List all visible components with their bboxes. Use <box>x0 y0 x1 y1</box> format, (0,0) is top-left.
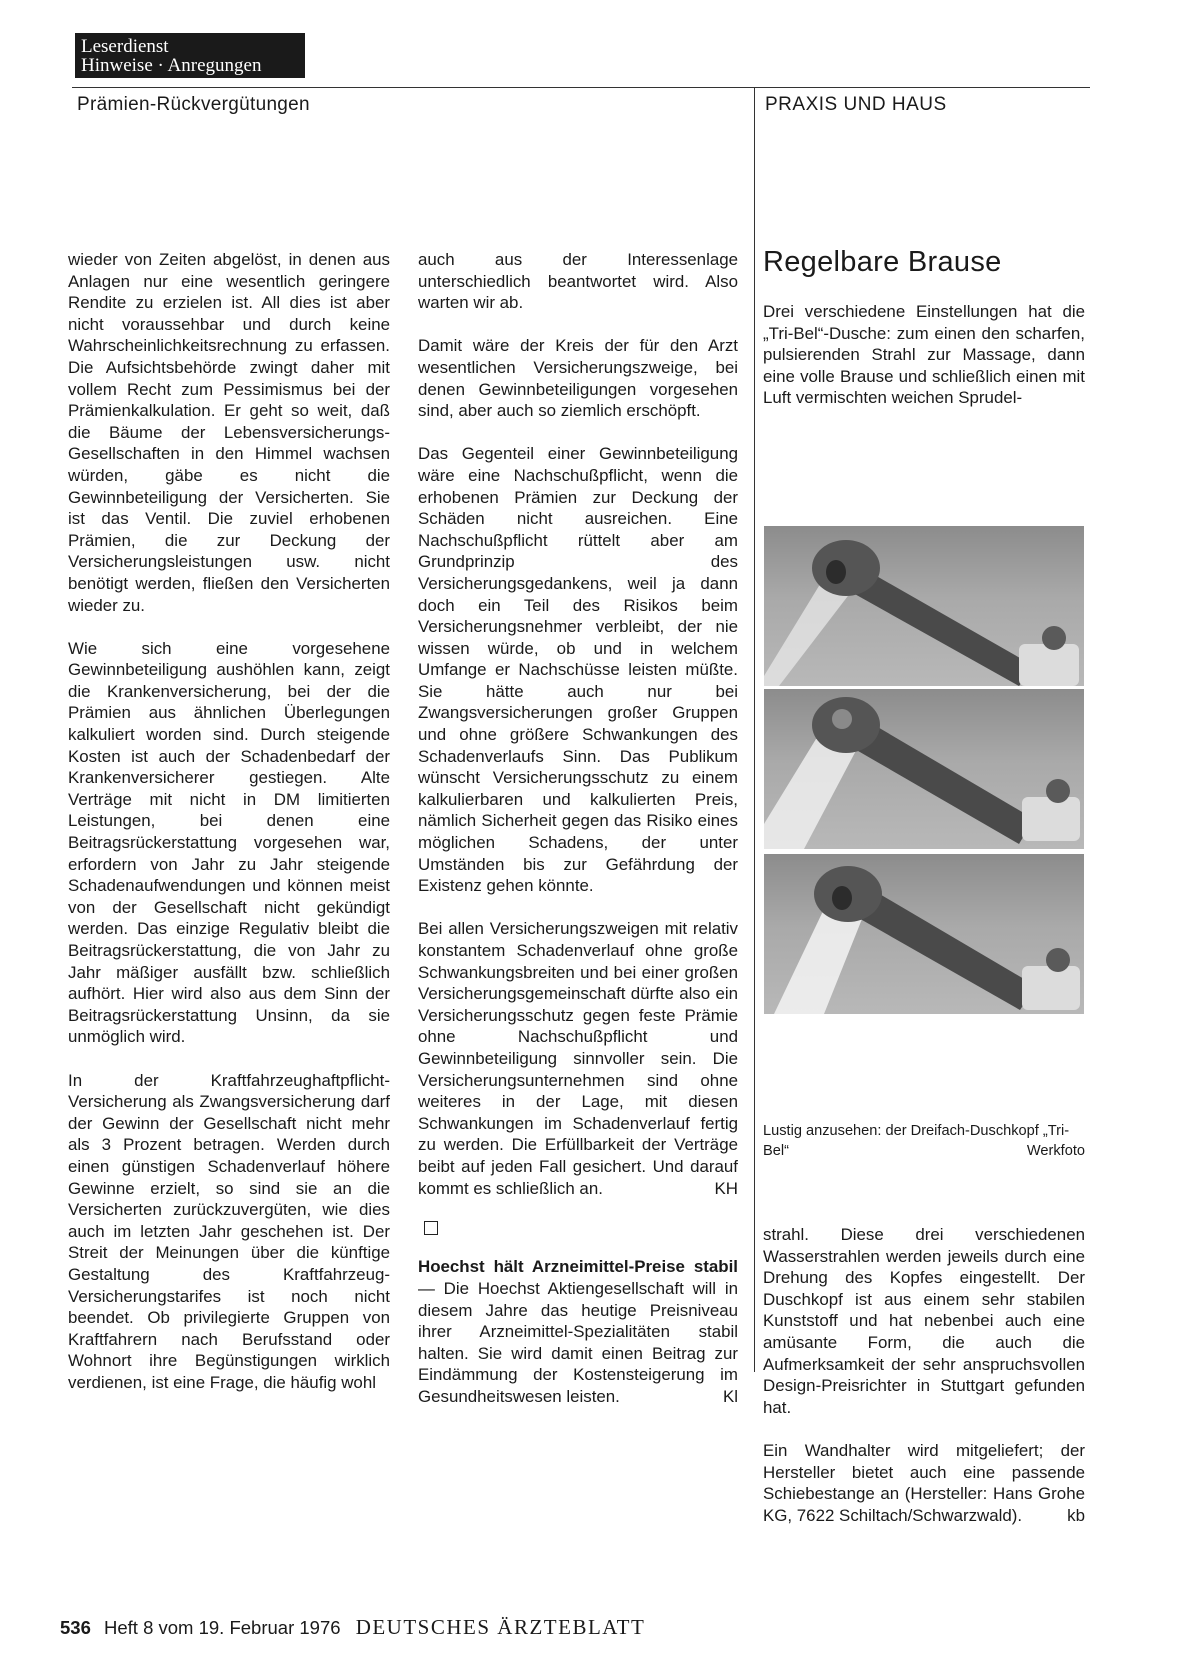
page-number: 536 <box>60 1617 91 1638</box>
caption-text: Lustig anzusehen: der Dreifach-Duschkopf „Tri-Bel“ <box>763 1123 1070 1159</box>
notice-body: — Die Hoechst Aktiengesellschaft will in diesem Jahre das heutige Preisniveau ihrer Arzneimittel-Spezialitäten stabil halten. Sie wird damit einen Beitrag zur Eindämmung der Kostensteigerung im Gesundheitswesen leisten. <box>418 1278 738 1406</box>
paragraph: auch aus der Interessenlage unterschiedlich beantwortet wird. Also warten wir ab. <box>418 250 738 313</box>
shower-photo-2 <box>764 689 1084 849</box>
photo-credit: Werkfoto <box>1026 1143 1085 1159</box>
paragraph <box>418 918 738 1199</box>
paragraph: In der Kraftfahrzeughaftpflicht-Versicherung als Zwangsversicherung darf der Gewinn der Gesellschaft nicht mehr als 3 Prozent betragen. Werden durch einen günstigen Schadenverlauf höhere Gewinne erzielt, so sind sie an die Versicherten zurückzuvergüten, wie dies auch im letzten Jahr geschehen ist. Der Streit der Meinungen über die künftige Gestaltung des Kraftfahrzeug-Versicherungstarifes ist noch nicht beendet. Ob privilegierte Gruppen von Kraftfahrern nach Berufsstand oder Wohnort ihre Begünstigungen wirklich verdienen, ist eine Frage, die häufig wohl <box>68 1070 390 1392</box>
column-divider <box>754 87 755 1372</box>
article-column-2 <box>418 249 738 1407</box>
shower-head-illustration <box>764 854 1084 1014</box>
article-heading: Regelbare Brause <box>763 246 1002 278</box>
paragraph: strahl. Diese drei verschiedenen Wasserstrahlen werden jeweils durch eine Drehung des Kopfes eingestellt. Der Duschkopf ist aus einem sehr stabilen Kunststoff und hat nebenbei auch eine amüsante Form, die auch die Aufmerksamkeit der sehr anspruchsvollen Design-Preisrichter in Stuttgart gefunden hat. <box>763 1225 1085 1417</box>
article-column-3-bottom <box>763 1224 1085 1526</box>
notice-lead: Hoechst hält Arzneimittel-Preise stabil <box>418 1257 738 1277</box>
section-title-right: PRAXIS UND HAUS <box>765 94 947 115</box>
article-column-1 <box>68 249 390 1393</box>
paragraph-text: Bei allen Versicherungszweigen mit relativ konstantem Schadenverlauf ohne große Schwankungsbreiten und bei einer großen Versicherungsgemeinschaft dürfte also ein Versicherungsschutz gegen feste Prämie ohne Nachschußpflicht und Gewinnbeteiligung sinnvoller sein. Die Versicherungsunternehmen sind ohne weiteres in der Lage, mit diesen Schwankungen im Schadenverlauf fertig zu werden. Die Erfüllbarkeit der Verträge beibt auf jeden Fall gesichert. Und darauf kommt es schließlich an. <box>418 919 738 1198</box>
shower-photo-1 <box>764 526 1084 686</box>
paragraph <box>763 1440 1085 1526</box>
author-signature: KH <box>714 1178 738 1198</box>
issue-info: Heft 8 vom 19. Februar 1976 <box>104 1617 341 1638</box>
page-footer <box>60 1615 645 1640</box>
shower-head-illustration <box>764 689 1084 849</box>
journal-name: DEUTSCHES ÄRZTEBLATT <box>355 1615 646 1639</box>
shower-head-illustration <box>764 526 1084 686</box>
paragraph: Wie sich eine vorgesehene Gewinnbeteiligung aushöhlen kann, zeigt die Krankenversicherung, bei der die Prämien aus ähnlichen Überlegungen kalkuliert worden sind. Durch steigende Kosten ist auch der Schadenbedarf der Krankenversicherer gestiegen. Alte Verträge mit nicht in DM limitierten Leistungen, bei denen eine Beitragsrückerstattung vorgesehen war, erfordern von Jahr zu Jahr steigende Schadenaufwendungen und können meist von der Gesellschaft nicht gekündigt werden. Das einzige Regulativ bleibt die Beitragsrückerstattung, die von Jahr zu Jahr mäßiger ausfällt bzw. schließlich aufhört. Hier wird also aus dem Sinn der Beitragsrückerstattung Unsinn, da sie unmöglich wird. <box>68 638 390 1047</box>
notice-signature: Kl <box>722 1386 738 1406</box>
badge-line-2: Hinweise · Anregungen <box>81 55 262 76</box>
section-title-left: Prämien-Rückvergütungen <box>77 94 310 115</box>
hoechst-notice <box>418 1256 738 1407</box>
article-column-3-top <box>763 301 1085 409</box>
end-box-icon <box>424 1221 438 1235</box>
photo-caption <box>763 1121 1085 1161</box>
author-signature: kb <box>1067 1505 1085 1525</box>
header-rule <box>72 87 1090 88</box>
paragraph: wieder von Zeiten abgelöst, in denen aus Anlagen nur eine wesentlich geringere Rendite zu erzielen ist. All dies ist aber nicht voraussehbar und durch keine Wahrscheinlichkeitsrechnung zu erfassen. Die Aufsichtsbehörde zwingt daher mit vollem Recht zum Pessimismus bei der Prämienkalkulation. Er geht so weit, daß die Bäume der Lebensversicherungs-Gesellschaften in den Himmel wachsen würden, gäbe es nicht die Gewinnbeteiligung der Versicherten. Sie ist das Ventil. Die zuviel erhobenen Prämien, die zur Deckung der Versicherungsleistungen usw. nicht benötigt werden, fließen den Versicherten wieder zu. <box>68 250 390 615</box>
paragraph: Damit wäre der Kreis der für den Arzt wesentlichen Versicherungszweige, bei denen Gewinnbeteiligungen vorgesehen sind, aber auch so ziemlich erschöpft. <box>418 336 738 421</box>
paragraph: Drei verschiedene Einstellungen hat die „Tri-Bel“-Dusche: zum einen den scharfen, pulsierenden Strahl zur Massage, dann eine volle Brause und schließlich einen mit Luft vermischten weichen Sprudel- <box>763 302 1085 408</box>
section-badge <box>75 33 305 78</box>
paragraph-text: Ein Wandhalter wird mitgeliefert; der Hersteller bietet auch eine passende Schiebestange an (Hersteller: Hans Grohe KG, 7622 Schiltach/Schwarzwald). <box>763 1440 1085 1525</box>
end-marker <box>418 1221 738 1235</box>
shower-photo-3 <box>764 854 1084 1014</box>
badge-line-1: Leserdienst <box>81 36 169 57</box>
paragraph: Das Gegenteil einer Gewinnbeteiligung wäre eine Nachschußpflicht, wenn die erhobenen Prämien zur Deckung der Schäden nicht ausreichen. Eine Nachschußpflicht rüttelt aber am Grundprinzip des Versicherungsgedankens, weil ja dann doch ein Teil des Risikos beim Versicherungsnehmer verbleibt, der nie wissen würde, ob und in welchem Umfange er Nachschüsse leisten müßte. Sie hätte auch nur bei Zwangsversicherungen großer Gruppen und ohne größere Schwankungen des Schadenverlaufs Sinn. Das Publikum wünscht Versicherungsschutz zu einem kalkulierbaren und kalkulierten Preis, nämlich Sicherheit gegen das Risiko eines möglichen Schadens, der unter Umständen bis zur Gefährdung der Existenz gehen könnte. <box>418 444 738 896</box>
